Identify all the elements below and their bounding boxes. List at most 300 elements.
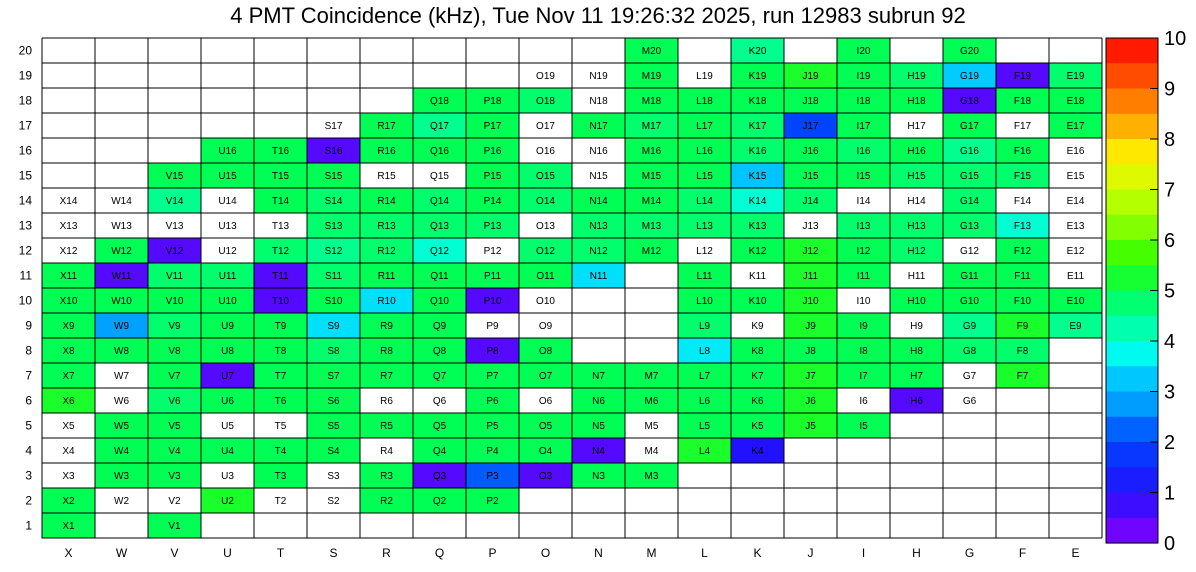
cell-label: T10 [271, 296, 290, 307]
cell-label: Q10 [430, 296, 449, 307]
cell-label: O9 [538, 321, 553, 332]
cell-label: G12 [960, 246, 979, 257]
cell-label: P14 [483, 196, 502, 207]
colorbar-tick-label: 2 [1164, 432, 1176, 454]
cell-label: V11 [165, 271, 184, 282]
cell-label: O6 [538, 396, 553, 407]
colorbar-tick-label: 0 [1164, 533, 1176, 555]
cell-label: T11 [272, 271, 289, 282]
cell-label: J18 [802, 96, 819, 107]
cell-label: T14 [271, 196, 290, 207]
cell-label: X6 [62, 396, 75, 407]
cell-label: P11 [483, 271, 502, 282]
cell-label: Q18 [430, 96, 449, 107]
colorbar-segment [1106, 265, 1158, 291]
cell-label: L7 [698, 371, 711, 382]
cell-label: T16 [271, 146, 290, 157]
y-tick-label: 6 [25, 393, 32, 408]
cell-label: R15 [377, 171, 396, 182]
colorbar-segment [1106, 316, 1158, 342]
y-tick-label: 17 [18, 118, 32, 133]
colorbar-segment [1106, 164, 1158, 190]
cell-label: W11 [111, 271, 132, 282]
cell-label: J11 [802, 271, 819, 282]
x-tick-label: N [594, 546, 603, 560]
cell-label: F11 [1014, 271, 1031, 282]
colorbar-segment [1106, 417, 1158, 443]
cell-label: I10 [856, 296, 871, 307]
cell-label: V8 [168, 346, 181, 357]
cell-label: L13 [696, 221, 713, 232]
cell-label: U12 [218, 246, 237, 257]
cell-label: N17 [589, 121, 608, 132]
cell-label: I5 [859, 421, 868, 432]
cell-label: P8 [486, 346, 499, 357]
y-tick-label: 12 [18, 243, 32, 258]
cell-label: N14 [589, 196, 608, 207]
cell-label: P10 [483, 296, 502, 307]
cell-label: I12 [856, 246, 871, 257]
y-tick-label: 19 [18, 68, 32, 83]
cell-label: P9 [486, 321, 499, 332]
cell-label: H10 [907, 296, 926, 307]
cell-label: S6 [327, 396, 340, 407]
cell-label: X2 [62, 496, 75, 507]
colorbar-segment [1106, 392, 1158, 418]
cell-label: P2 [486, 496, 499, 507]
cell-label: K5 [751, 421, 764, 432]
cell-label: R5 [380, 421, 393, 432]
colorbar-segment [1106, 442, 1158, 468]
cell-label: M18 [641, 96, 662, 107]
cell-label: O13 [536, 221, 555, 232]
cell-label: E10 [1066, 296, 1085, 307]
cell-label: K18 [748, 96, 767, 107]
x-tick-label: G [964, 546, 975, 560]
cell-label: E19 [1066, 71, 1085, 82]
colorbar-tick-label: 9 [1164, 78, 1176, 101]
cell-label: I13 [856, 221, 871, 232]
cell-label: L12 [696, 246, 713, 257]
cell-label: M4 [644, 446, 659, 457]
cell-label: U16 [218, 146, 237, 157]
cell-label: E18 [1066, 96, 1085, 107]
cell-label: R2 [380, 496, 393, 507]
cell-label: L18 [696, 96, 713, 107]
cell-label: U4 [221, 446, 234, 457]
cell-label: F8 [1016, 346, 1029, 357]
cell-label: L6 [698, 396, 711, 407]
cell-label: Q12 [430, 246, 449, 257]
cell-label: S7 [327, 371, 340, 382]
cell-label: G14 [960, 196, 979, 207]
cell-label: Q17 [430, 121, 449, 132]
cell-label: I18 [856, 96, 871, 107]
cell-label: L16 [696, 146, 713, 157]
colorbar-segment [1106, 190, 1158, 216]
cell-label: R6 [380, 396, 393, 407]
cell-label: Q8 [432, 346, 447, 357]
cell-label: F10 [1013, 296, 1032, 307]
cell-label: W5 [114, 421, 129, 432]
cell-label: S16 [324, 146, 343, 157]
cell-label: V4 [168, 446, 181, 457]
cell-label: P15 [483, 171, 502, 182]
cell-label: M17 [641, 121, 662, 132]
colorbar-segment [1106, 341, 1158, 367]
color-scale-bar [1106, 28, 1186, 555]
cell-label: M5 [644, 421, 659, 432]
cell-label: P17 [483, 121, 502, 132]
cell-label: H15 [907, 171, 926, 182]
cell-label: N3 [592, 471, 605, 482]
cell-label: U15 [218, 171, 237, 182]
cell-label: F9 [1016, 321, 1029, 332]
cell-label: I20 [856, 46, 871, 57]
cell-label: J10 [802, 296, 819, 307]
cell-label: W3 [114, 471, 129, 482]
cell-label: N12 [589, 246, 608, 257]
cell-label: W12 [111, 246, 132, 257]
x-tick-label: S [329, 546, 338, 560]
cell-label: K19 [748, 71, 767, 82]
cell-label: H11 [907, 271, 926, 282]
cell-label: L5 [698, 421, 711, 432]
cell-label: K8 [751, 346, 764, 357]
cell-label: M14 [641, 196, 662, 207]
cell-label: M12 [641, 246, 662, 257]
y-tick-label: 7 [25, 368, 32, 383]
cell-label: S10 [324, 296, 343, 307]
cell-label: H8 [910, 346, 923, 357]
cell-label: U2 [221, 496, 234, 507]
cell-label: O16 [536, 146, 555, 157]
cell-label: P3 [486, 471, 499, 482]
cell-label: O18 [536, 96, 555, 107]
colorbar-segment [1106, 89, 1158, 115]
cell-label: H7 [910, 371, 923, 382]
cell-label: R14 [377, 196, 396, 207]
cell-label: K20 [748, 46, 767, 57]
cell-label: I7 [859, 371, 868, 382]
cell-label: J19 [802, 71, 819, 82]
cell-label: G16 [960, 146, 979, 157]
cell-label: S4 [327, 446, 340, 457]
cell-label: G9 [962, 321, 977, 332]
cell-label: K17 [748, 121, 767, 132]
cell-label: Q9 [432, 321, 447, 332]
cell-label: L14 [696, 196, 713, 207]
cell-label: Q7 [432, 371, 447, 382]
cell-label: Q6 [432, 396, 447, 407]
cell-label: V12 [165, 246, 184, 257]
y-axis [19, 44, 33, 533]
cell-label: O15 [536, 171, 555, 182]
cell-label: I19 [856, 71, 871, 82]
colorbar-tick-label: 10 [1164, 28, 1187, 50]
colorbar-tick-label: 7 [1164, 179, 1176, 202]
cell-label: P4 [486, 446, 499, 457]
x-tick-label: P [488, 546, 497, 560]
x-axis [64, 546, 1079, 560]
chart-title: 4 PMT Coincidence (kHz), Tue Nov 11 19:26:32 2025, run 12983 subrun 92 [230, 3, 966, 28]
cell-label: R9 [380, 321, 393, 332]
cell-label: Q5 [432, 421, 447, 432]
cell-label: T12 [271, 246, 290, 257]
cell-label: V10 [165, 296, 184, 307]
cell-label: E15 [1066, 171, 1085, 182]
cell-label: H13 [907, 221, 926, 232]
cell-label: I15 [856, 171, 871, 182]
cell-label: U13 [218, 221, 237, 232]
cell-label: M19 [641, 71, 662, 82]
cell-label: P7 [486, 371, 499, 382]
cell-label: E17 [1066, 121, 1085, 132]
cell-label: J12 [802, 246, 819, 257]
cell-label: K15 [748, 171, 767, 182]
cell-label: S12 [324, 246, 343, 257]
cell-label: L15 [696, 171, 713, 182]
cell-label: U7 [221, 371, 234, 382]
cell-label: L11 [696, 271, 713, 282]
cell-label: T13 [271, 221, 290, 232]
cell-label: R10 [377, 296, 396, 307]
y-tick-label: 5 [25, 418, 32, 433]
cell-label: G17 [960, 121, 979, 132]
cell-label: K4 [751, 446, 764, 457]
cell-label: S9 [327, 321, 340, 332]
cell-label: Q15 [430, 171, 449, 182]
cell-label: J15 [802, 171, 819, 182]
x-tick-label: F [1018, 546, 1027, 560]
cell-label: W13 [111, 221, 132, 232]
cell-label: V9 [168, 321, 181, 332]
cell-label: J8 [805, 346, 816, 357]
cell-label: Q11 [430, 271, 449, 282]
cell-label: P12 [483, 246, 502, 257]
cell-label: I6 [859, 396, 868, 407]
colorbar-segment [1106, 63, 1158, 89]
x-tick-label: O [540, 546, 551, 560]
colorbar-tick-label: 1 [1164, 482, 1176, 505]
cell-label: F13 [1013, 221, 1032, 232]
cell-label: U6 [221, 396, 234, 407]
cell-label: X14 [59, 196, 78, 207]
cell-label: M7 [644, 371, 659, 382]
cell-label: R3 [380, 471, 393, 482]
cell-label: X13 [59, 221, 78, 232]
cell-label: F17 [1013, 121, 1032, 132]
cell-label: X9 [62, 321, 75, 332]
cell-label: E13 [1066, 221, 1085, 232]
cell-label: Q13 [430, 221, 449, 232]
cell-label: M16 [641, 146, 662, 157]
cell-label: T5 [274, 421, 287, 432]
cell-label: J9 [805, 321, 816, 332]
cell-label: O12 [536, 246, 555, 257]
cell-label: P5 [486, 421, 499, 432]
cell-label: G15 [960, 171, 979, 182]
cell-label: J13 [802, 221, 819, 232]
cell-label: R7 [380, 371, 393, 382]
cell-label: E9 [1069, 321, 1082, 332]
cell-label: S8 [327, 346, 340, 357]
cell-label: Q4 [432, 446, 447, 457]
y-tick-label: 2 [25, 493, 32, 508]
cell-label: X12 [59, 246, 78, 257]
cell-label: N15 [589, 171, 608, 182]
cell-label: S2 [327, 496, 340, 507]
cell-label: S13 [324, 221, 343, 232]
cell-label: V2 [168, 496, 181, 507]
y-tick-label: 15 [18, 168, 32, 183]
cell-label: W2 [114, 496, 129, 507]
cell-label: T7 [274, 371, 287, 382]
cell-label: H9 [910, 321, 923, 332]
cell-label: F14 [1013, 196, 1032, 207]
colorbar-segment [1106, 467, 1158, 493]
cell-label: E11 [1066, 271, 1085, 282]
cell-label: T3 [274, 471, 287, 482]
cell-label: Q3 [432, 471, 447, 482]
cell-label: R4 [380, 446, 393, 457]
y-tick-label: 13 [18, 218, 32, 233]
cell-label: G18 [960, 96, 979, 107]
cell-label: F12 [1013, 246, 1032, 257]
cell-label: G19 [960, 71, 979, 82]
cell-label: M13 [641, 221, 662, 232]
cell-label: K7 [751, 371, 764, 382]
cell-label: R13 [377, 221, 396, 232]
cell-label: N4 [592, 446, 605, 457]
cell-label: G20 [960, 46, 979, 57]
cell-label: J17 [802, 121, 819, 132]
cell-label: X1 [62, 521, 75, 532]
cell-label: O11 [536, 271, 555, 282]
cell-label: O19 [536, 71, 555, 82]
cell-label: N19 [589, 71, 608, 82]
y-tick-label: 16 [18, 143, 32, 158]
colorbar-tick-label: 5 [1164, 280, 1176, 303]
cell-label: W9 [114, 321, 129, 332]
y-tick-label: 14 [18, 193, 32, 208]
cell-label: U3 [221, 471, 234, 482]
cell-label: X8 [62, 346, 75, 357]
cell-label: R12 [377, 246, 396, 257]
cell-label: V6 [168, 396, 181, 407]
x-tick-label: Q [434, 546, 445, 560]
cell-label: V7 [168, 371, 181, 382]
cell-label: K9 [751, 321, 764, 332]
colorbar-tick-label: 4 [1164, 331, 1176, 353]
cell-label: N13 [589, 221, 608, 232]
cell-label: U9 [221, 321, 234, 332]
cell-label: U10 [218, 296, 237, 307]
cell-label: L8 [698, 346, 711, 357]
y-tick-label: 9 [25, 318, 32, 333]
y-tick-label: 18 [18, 93, 32, 108]
cell-label: F18 [1013, 96, 1032, 107]
x-tick-label: V [170, 546, 179, 560]
cell-label: I16 [856, 146, 871, 157]
cell-label: V1 [168, 521, 181, 532]
colorbar-segment [1106, 493, 1158, 519]
cell-label: J14 [802, 196, 819, 207]
colorbar-segment [1106, 291, 1158, 317]
cell-label: T6 [274, 396, 287, 407]
cell-label: I11 [856, 271, 871, 282]
x-tick-label: T [276, 546, 285, 560]
cell-label: I9 [859, 321, 868, 332]
cell-label: S14 [324, 196, 343, 207]
cell-label: M6 [644, 396, 659, 407]
cell-label: H19 [907, 71, 926, 82]
colorbar-segment [1106, 366, 1158, 392]
colorbar-segment [1106, 240, 1158, 266]
cell-label: M20 [641, 46, 662, 57]
cell-label: P18 [483, 96, 502, 107]
cell-label: G13 [960, 221, 979, 232]
y-tick-label: 1 [25, 518, 32, 533]
cell-label: S5 [327, 421, 340, 432]
cell-label: F16 [1013, 146, 1032, 157]
cell-label: K11 [748, 271, 767, 282]
y-tick-label: 4 [25, 443, 32, 458]
y-tick-label: 20 [18, 43, 32, 58]
cell-label: V15 [165, 171, 184, 182]
cell-label: N5 [592, 421, 605, 432]
cell-label: W4 [114, 446, 129, 457]
cell-label: U8 [221, 346, 234, 357]
cell-label: N11 [589, 271, 608, 282]
cell-label: F15 [1013, 171, 1032, 182]
cell-label: L19 [696, 71, 713, 82]
cell-label: W10 [111, 296, 132, 307]
cell-label: O14 [536, 196, 555, 207]
cell-label: G10 [960, 296, 979, 307]
cell-label: L4 [698, 446, 711, 457]
cell-label: V5 [168, 421, 181, 432]
cell-label: G11 [960, 271, 979, 282]
cell-label: G6 [962, 396, 977, 407]
cell-label: T2 [274, 496, 287, 507]
heatmap-cells [42, 38, 1102, 538]
y-tick-label: 8 [25, 343, 32, 358]
cell-label: X3 [62, 471, 75, 482]
cell-label: T9 [274, 321, 287, 332]
x-tick-label: R [382, 546, 391, 560]
cell-label: U11 [218, 271, 237, 282]
cell-label: W6 [114, 396, 129, 407]
cell-label: O17 [536, 121, 555, 132]
cell-label: R16 [377, 146, 396, 157]
cell-label: H16 [907, 146, 926, 157]
cell-label: Q2 [432, 496, 447, 507]
cell-label: X4 [62, 446, 75, 457]
cell-label: S15 [324, 171, 343, 182]
colorbar-segment [1106, 114, 1158, 140]
cell-label: L9 [698, 321, 711, 332]
cell-label: O8 [538, 346, 553, 357]
cell-label: Q14 [430, 196, 449, 207]
cell-label: J7 [805, 371, 816, 382]
cell-label: K16 [748, 146, 767, 157]
colorbar-segment [1106, 38, 1158, 64]
cell-label: L17 [696, 121, 713, 132]
cell-label: K10 [748, 296, 767, 307]
y-tick-label: 11 [19, 268, 32, 283]
x-tick-label: K [753, 546, 762, 560]
